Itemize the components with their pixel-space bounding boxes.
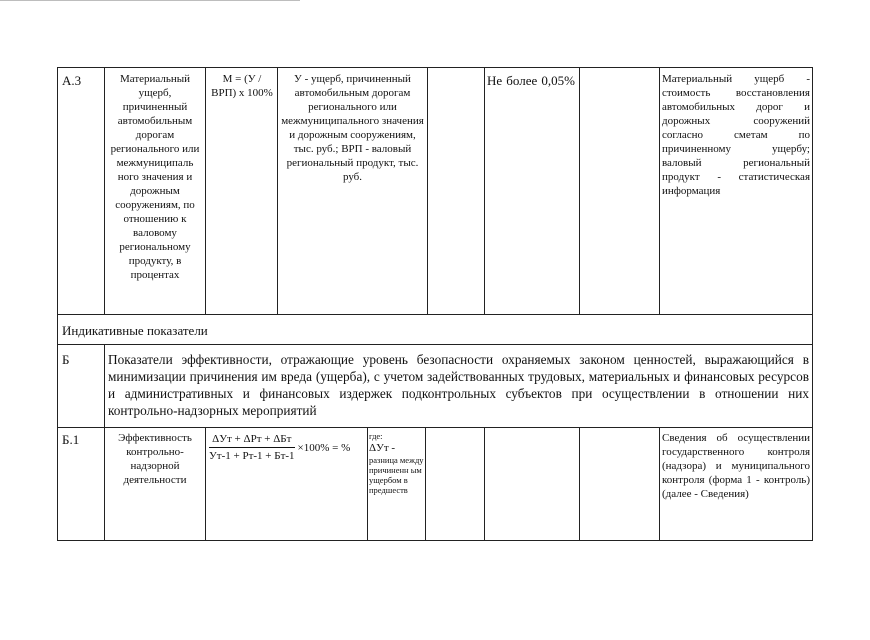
row-code: Б.1: [62, 432, 80, 447]
column-divider: [104, 344, 105, 427]
data-source: Материальный ущерб - стоимость восстановления автомобильных дорог и дорожных сооружений согласно сметам по причиненному ущербу; валовый региональный продукт - статистическая информация: [662, 73, 810, 197]
target-value-cell: [484, 72, 579, 112]
indicator-name: Эффективность контрольно- надзорной деятельности: [118, 432, 192, 486]
column-divider: [579, 68, 580, 314]
where-label: где:: [369, 431, 383, 441]
section-title: Индикативные показатели: [62, 323, 208, 338]
column-divider: [425, 427, 426, 541]
column-divider: [484, 427, 485, 541]
indicator-formula: М = (У / ВРП) х 100%: [211, 73, 273, 99]
indicator-table: [57, 67, 813, 541]
variable-description: разница между причиненн ым ущербом в предшеств: [369, 455, 424, 495]
row-code: Б: [62, 352, 70, 367]
formula-variables: [369, 431, 424, 495]
scan-artifact-line: [0, 0, 300, 1]
section-description: Показатели эффективности, отражающие уровень безопасности охраняемых законом ценностей, выражающийся в минимизации причинения им вреда (ущерба), с учетом задействованных трудовых, материальных и финансовых ресурсов и административных и финансовых издержек подконтрольных субъектов при осуществлении в отношении них контрольно-надзорных мероприятий: [108, 352, 809, 418]
column-divider: [427, 68, 428, 314]
formula-tail: ×100% = %: [297, 442, 351, 454]
column-divider: [659, 68, 660, 314]
formula-denominator: Ут-1 + Рт-1 + Бт-1: [209, 450, 295, 462]
formula-numerator: ΔУт + ΔРт + ΔБт: [209, 433, 295, 448]
variable-symbol: ΔУт -: [369, 442, 396, 454]
target-value: Не более 0,05%: [487, 73, 575, 88]
row-divider: [58, 314, 812, 315]
data-source: Сведения об осуществлении государственного контроля (надзора) и муниципального контроля (форма 1 - контроль) (далее - Сведения): [662, 432, 810, 500]
column-divider: [205, 68, 206, 314]
column-divider: [104, 427, 105, 541]
row-divider: [58, 344, 812, 345]
row-divider: [58, 427, 812, 428]
column-divider: [367, 427, 368, 541]
formula-variables: У - ущерб, причиненный автомобильным дорогам регионального или межмуниципального значения и дорожным сооружениям, тыс. руб.; ВРП - валовый региональный продукт, тыс. руб.: [281, 73, 424, 183]
indicator-name: Материальный ущерб, причиненный автомобильным дорогам регионального или межмуниципаль ного значения и дорожным сооружениям, по отношению к валовому региональному продукту, в процентах: [110, 73, 200, 281]
column-divider: [277, 68, 278, 314]
column-divider: [104, 68, 105, 314]
formula-fraction: [209, 433, 295, 463]
column-divider: [659, 427, 660, 541]
row-code: А.3: [62, 73, 82, 88]
column-divider: [205, 427, 206, 541]
column-divider: [579, 427, 580, 541]
indicator-formula: [209, 433, 366, 463]
